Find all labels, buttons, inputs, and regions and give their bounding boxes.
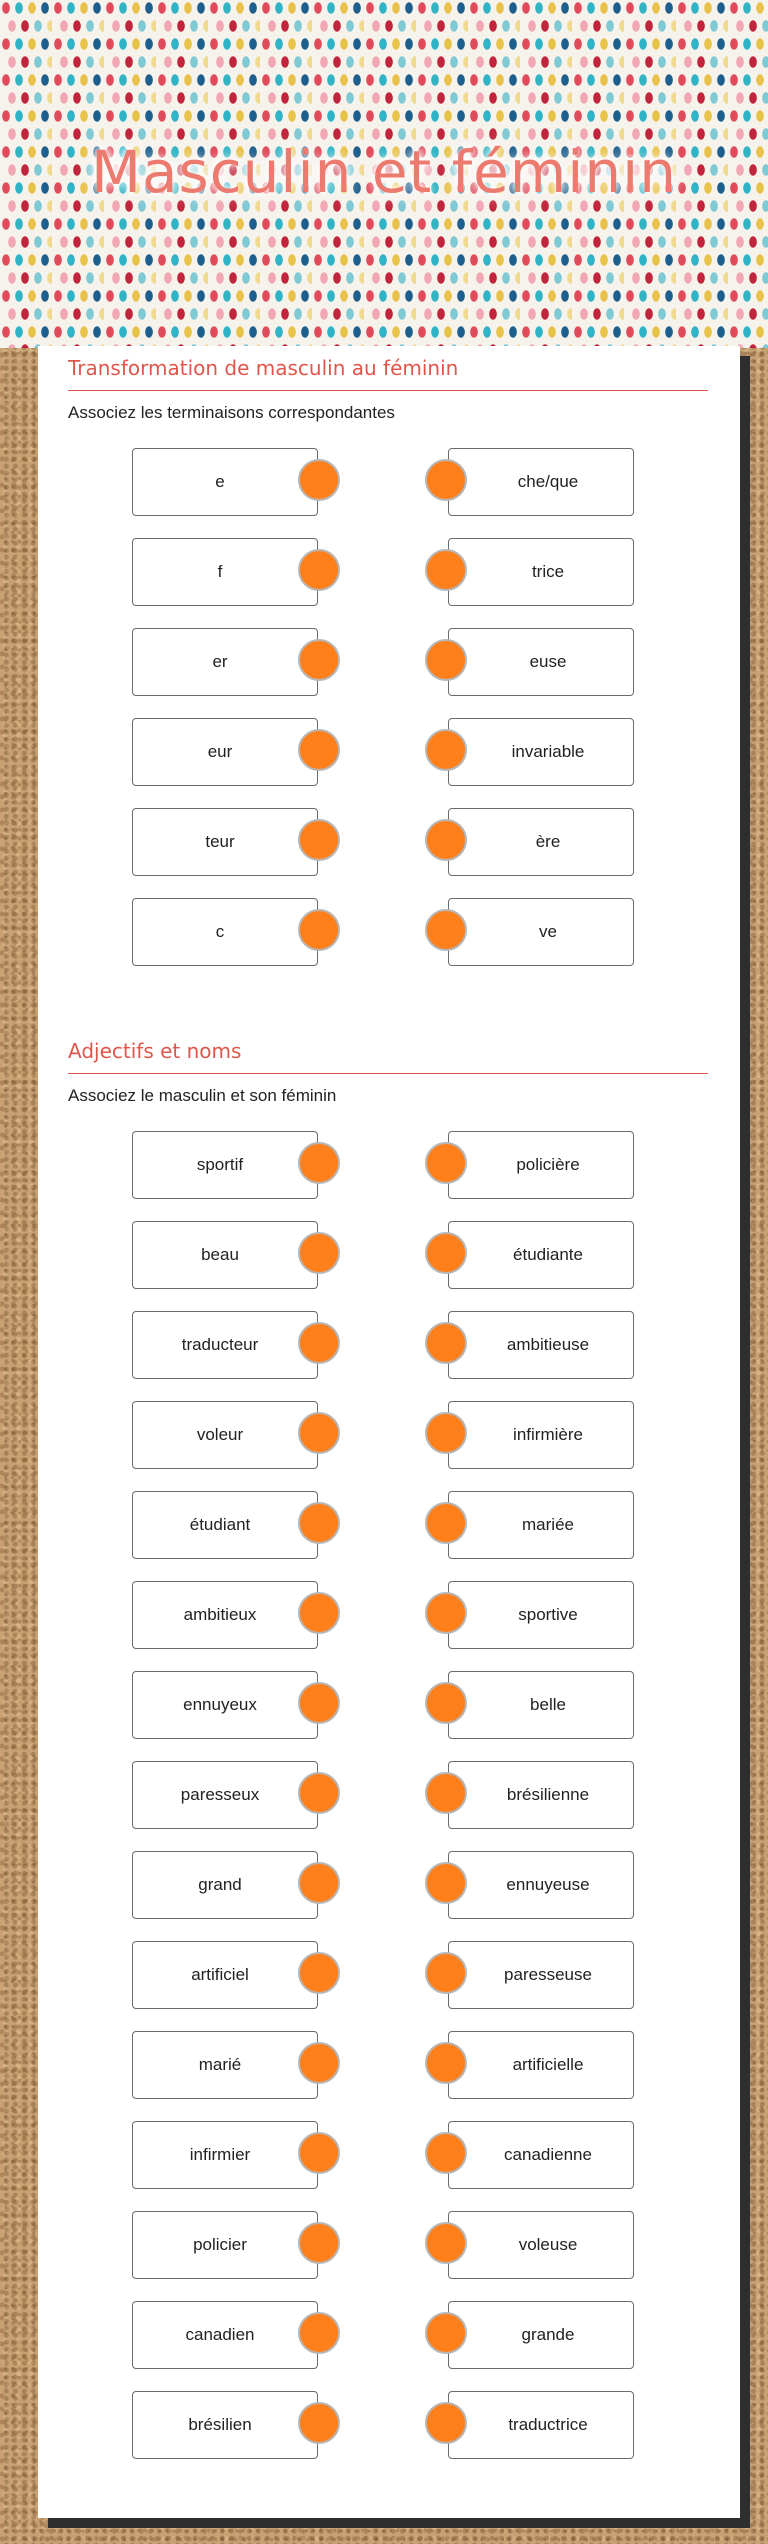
match-card-right[interactable] xyxy=(448,1131,634,1199)
match-card-label: étudiant xyxy=(189,1515,251,1534)
match-card-label: ambitieuse xyxy=(506,1335,590,1354)
match-card-label: infirmier xyxy=(189,2145,251,2164)
match-card-right[interactable] xyxy=(448,2301,634,2369)
connector-dot[interactable] xyxy=(298,1232,340,1274)
connector-dot[interactable] xyxy=(425,909,467,951)
match-card-label: artificiel xyxy=(191,1965,249,1984)
match-card-right[interactable] xyxy=(448,808,634,876)
match-row xyxy=(68,1851,708,1941)
connector-dot[interactable] xyxy=(298,1682,340,1724)
match-card-right[interactable] xyxy=(448,538,634,606)
match-card-right[interactable] xyxy=(448,628,634,696)
match-card-right[interactable] xyxy=(448,2391,634,2459)
connector-dot[interactable] xyxy=(425,1502,467,1544)
match-card-label: sportive xyxy=(518,1605,578,1624)
match-card-label: brésilien xyxy=(188,2415,252,2434)
match-card-label: grand xyxy=(198,1875,242,1894)
connector-dot[interactable] xyxy=(298,1322,340,1364)
connector-dot[interactable] xyxy=(298,909,340,951)
connector-dot[interactable] xyxy=(425,1862,467,1904)
section-title: Adjectifs et noms xyxy=(68,1039,708,1074)
match-card-right[interactable] xyxy=(448,1311,634,1379)
match-card-left[interactable] xyxy=(132,2301,318,2369)
match-card-right[interactable] xyxy=(448,1671,634,1739)
section-title: Transformation de masculin au féminin xyxy=(68,356,708,391)
match-card-left[interactable] xyxy=(132,2121,318,2189)
connector-dot[interactable] xyxy=(298,2402,340,2444)
matching-list xyxy=(68,448,708,988)
section-instruction: Associez le masculin et son féminin xyxy=(68,1086,337,1105)
match-card-label: voleuse xyxy=(518,2235,578,2254)
match-row xyxy=(68,448,708,538)
connector-dot[interactable] xyxy=(425,1592,467,1634)
match-row xyxy=(68,2121,708,2211)
match-card-left[interactable] xyxy=(132,1491,318,1559)
worksheet xyxy=(38,346,740,2518)
connector-dot[interactable] xyxy=(298,639,340,681)
connector-dot[interactable] xyxy=(298,1592,340,1634)
match-card-left[interactable] xyxy=(132,1131,318,1199)
match-card-right[interactable] xyxy=(448,1491,634,1559)
connector-dot[interactable] xyxy=(298,2222,340,2264)
match-card-label: ambitieux xyxy=(183,1605,257,1624)
match-card-label: trice xyxy=(531,562,565,581)
match-row xyxy=(68,538,708,628)
connector-dot[interactable] xyxy=(298,1142,340,1184)
match-row xyxy=(68,1311,708,1401)
match-row xyxy=(68,628,708,718)
connector-dot[interactable] xyxy=(425,1142,467,1184)
match-card-right[interactable] xyxy=(448,1401,634,1469)
match-card-label: sportif xyxy=(196,1155,244,1174)
match-row xyxy=(68,2211,708,2301)
match-row xyxy=(68,1671,708,1761)
match-card-right[interactable] xyxy=(448,1851,634,1919)
match-card-left[interactable] xyxy=(132,538,318,606)
section-adjectives xyxy=(68,1039,708,2434)
match-card-label: c xyxy=(215,922,225,941)
match-card-label: e xyxy=(215,472,225,491)
match-row xyxy=(68,1131,708,1221)
match-card-right[interactable] xyxy=(448,718,634,786)
match-card-label: canadien xyxy=(185,2325,255,2344)
match-card-label: eur xyxy=(207,742,233,761)
connector-dot[interactable] xyxy=(425,1322,467,1364)
match-card-label: infirmière xyxy=(513,1425,583,1444)
match-row xyxy=(68,1221,708,1311)
match-card-label: ère xyxy=(535,832,561,851)
match-row xyxy=(68,808,708,898)
match-row xyxy=(68,718,708,808)
match-card-left[interactable] xyxy=(132,1671,318,1739)
connector-dot[interactable] xyxy=(425,549,467,591)
connector-dot[interactable] xyxy=(425,1682,467,1724)
connector-dot[interactable] xyxy=(298,2312,340,2354)
match-card-left[interactable] xyxy=(132,1221,318,1289)
match-card-right[interactable] xyxy=(448,2031,634,2099)
match-card-right[interactable] xyxy=(448,898,634,966)
match-card-left[interactable] xyxy=(132,448,318,516)
match-card-label: brésilienne xyxy=(506,1785,590,1804)
match-card-label: voleur xyxy=(196,1425,244,1444)
match-card-label: grande xyxy=(521,2325,575,2344)
match-card-right[interactable] xyxy=(448,448,634,516)
page-title: Masculin et féminin xyxy=(90,138,678,206)
match-card-right[interactable] xyxy=(448,1761,634,1829)
connector-dot[interactable] xyxy=(298,459,340,501)
match-card-label: beau xyxy=(201,1245,239,1264)
connector-dot[interactable] xyxy=(425,1952,467,1994)
match-row xyxy=(68,1491,708,1581)
header-banner xyxy=(0,0,768,348)
match-card-label: étudiante xyxy=(513,1245,583,1264)
match-card-label: teur xyxy=(205,832,235,851)
match-row xyxy=(68,1941,708,2031)
connector-dot[interactable] xyxy=(298,2132,340,2174)
match-card-left[interactable] xyxy=(132,718,318,786)
match-card-label: canadienne xyxy=(504,2145,592,2164)
match-row xyxy=(68,1581,708,1671)
connector-dot[interactable] xyxy=(425,2222,467,2264)
match-card-label: euse xyxy=(529,652,567,671)
connector-dot[interactable] xyxy=(425,2402,467,2444)
connector-dot[interactable] xyxy=(298,819,340,861)
connector-dot[interactable] xyxy=(298,2042,340,2084)
match-row xyxy=(68,1761,708,1851)
section-instruction: Associez les terminaisons correspondantes xyxy=(68,403,395,422)
match-card-label: invariable xyxy=(511,742,585,761)
match-card-label: f xyxy=(217,562,223,581)
match-card-left[interactable] xyxy=(132,1401,318,1469)
connector-dot[interactable] xyxy=(425,729,467,771)
match-card-label: mariée xyxy=(522,1515,574,1534)
match-card-label: ve xyxy=(539,922,557,941)
match-card-label: paresseux xyxy=(180,1785,260,1804)
match-card-right[interactable] xyxy=(448,2211,634,2279)
match-row xyxy=(68,2301,708,2391)
match-card-left[interactable] xyxy=(132,1851,318,1919)
match-card-label: traducteur xyxy=(181,1335,259,1354)
match-card-label: policière xyxy=(516,1155,580,1174)
match-card-left[interactable] xyxy=(132,2031,318,2099)
match-card-label: ennuyeuse xyxy=(506,1875,590,1894)
connector-dot[interactable] xyxy=(298,1862,340,1904)
match-card-label: policier xyxy=(193,2235,247,2254)
match-row xyxy=(68,1401,708,1491)
match-row xyxy=(68,898,708,988)
match-row xyxy=(68,2031,708,2121)
connector-dot[interactable] xyxy=(425,1412,467,1454)
connector-dot[interactable] xyxy=(425,1232,467,1274)
connector-dot[interactable] xyxy=(425,1772,467,1814)
match-card-label: artificielle xyxy=(512,2055,584,2074)
connector-dot[interactable] xyxy=(425,2132,467,2174)
match-card-label: paresseuse xyxy=(504,1965,592,1984)
match-card-right[interactable] xyxy=(448,1221,634,1289)
match-card-right[interactable] xyxy=(448,2121,634,2189)
match-card-left[interactable] xyxy=(132,1941,318,2009)
match-card-label: ennuyeux xyxy=(183,1695,257,1714)
match-card-left[interactable] xyxy=(132,808,318,876)
match-card-left[interactable] xyxy=(132,1311,318,1379)
match-card-label: marié xyxy=(198,2055,242,2074)
match-card-left[interactable] xyxy=(132,2211,318,2279)
match-card-left[interactable] xyxy=(132,628,318,696)
connector-dot[interactable] xyxy=(298,1412,340,1454)
connector-dot[interactable] xyxy=(425,819,467,861)
connector-dot[interactable] xyxy=(298,1502,340,1544)
match-card-label: er xyxy=(212,652,228,671)
match-card-left[interactable] xyxy=(132,2391,318,2459)
connector-dot[interactable] xyxy=(298,1952,340,1994)
connector-dot[interactable] xyxy=(425,2312,467,2354)
match-card-left[interactable] xyxy=(132,1581,318,1649)
connector-dot[interactable] xyxy=(298,1772,340,1814)
connector-dot[interactable] xyxy=(425,639,467,681)
connector-dot[interactable] xyxy=(425,2042,467,2084)
match-card-label: traductrice xyxy=(508,2415,588,2434)
match-row xyxy=(68,2391,708,2481)
match-card-left[interactable] xyxy=(132,898,318,966)
match-card-left[interactable] xyxy=(132,1761,318,1829)
match-card-right[interactable] xyxy=(448,1941,634,2009)
section-endings xyxy=(68,356,708,941)
connector-dot[interactable] xyxy=(298,549,340,591)
connector-dot[interactable] xyxy=(298,729,340,771)
connector-dot[interactable] xyxy=(425,459,467,501)
match-card-label: che/que xyxy=(517,472,579,491)
matching-list xyxy=(68,1131,708,2481)
match-card-right[interactable] xyxy=(448,1581,634,1649)
match-card-label: belle xyxy=(530,1695,566,1714)
